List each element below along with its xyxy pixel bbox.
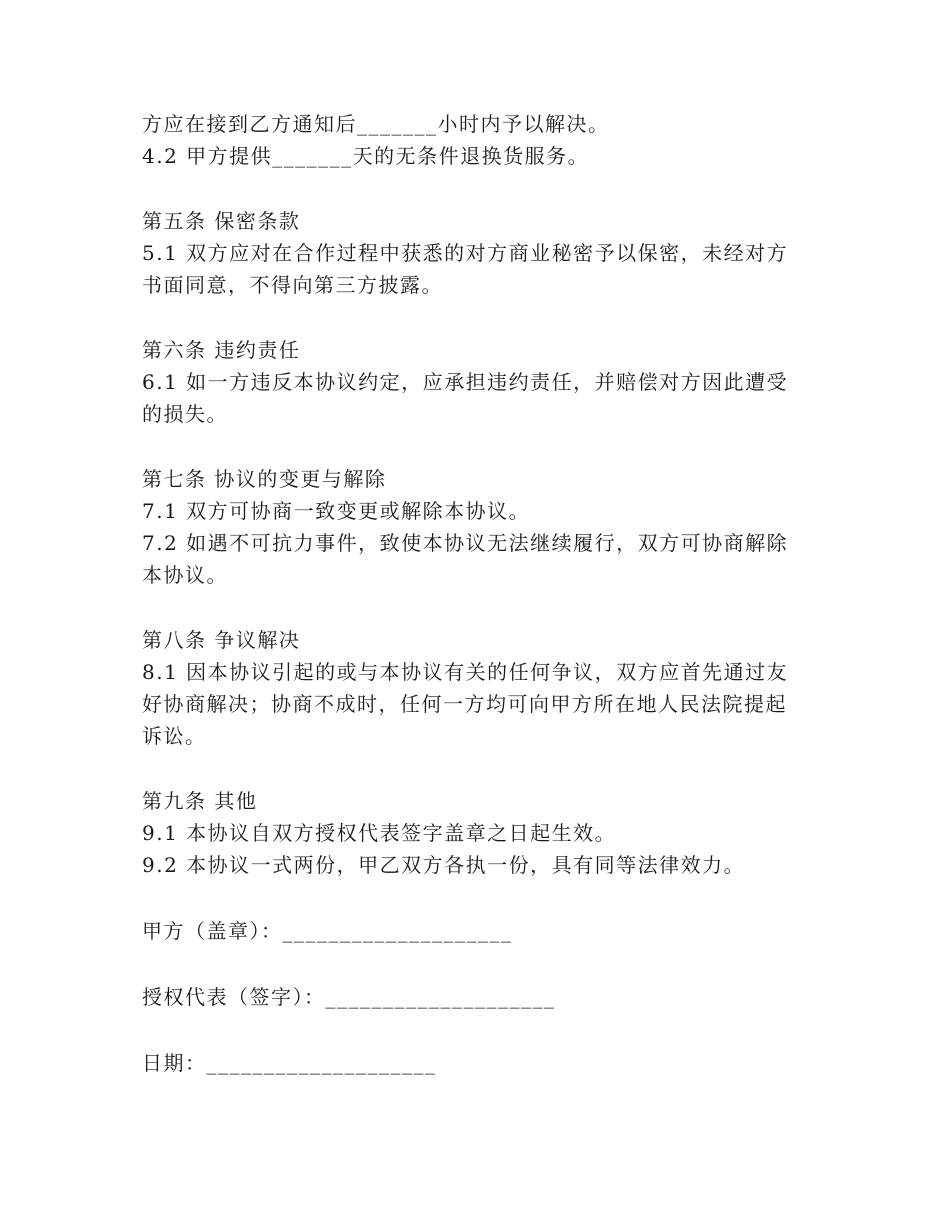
paragraph-line: 诉讼。 (142, 724, 207, 748)
representative-signature-line: 授权代表（签字）：____________________ (142, 985, 556, 1009)
paragraph-line: 的损失。 (142, 402, 228, 426)
paragraph-line: 书面同意，不得向第三方披露。 (142, 273, 443, 297)
section-heading: 第九条 其他 (142, 789, 258, 813)
section-article-9 (142, 785, 802, 881)
paragraph-line: 6.1 如一方违反本协议约定，应承担违约责任，并赔偿对方因此遭受 (142, 370, 789, 394)
section-article-8 (142, 624, 802, 752)
paragraph-line: 8.1 因本协议引起的或与本协议有关的任何争议，双方应首先通过友 (142, 660, 789, 684)
section-heading: 第六条 违约责任 (142, 338, 301, 362)
section-article-4-continued (142, 108, 802, 172)
section-article-5 (142, 205, 802, 301)
paragraph-line: 好协商解决；协商不成时，任何一方均可向甲方所在地人民法院提起 (142, 692, 787, 716)
document-page (142, 108, 802, 1079)
paragraph-line: 4.2 甲方提供_______天的无条件退换货服务。 (142, 144, 590, 168)
section-heading: 第五条 保密条款 (142, 209, 301, 233)
section-heading: 第七条 协议的变更与解除 (142, 467, 387, 491)
paragraph-line: 7.2 如遇不可抗力事件，致使本协议无法继续履行，双方可协商解除 (142, 531, 789, 555)
section-article-6 (142, 334, 802, 430)
party-a-seal-line: 甲方（盖章）：____________________ (142, 919, 513, 943)
paragraph-line: 5.1 双方应对在合作过程中获悉的对方商业秘密予以保密，未经对方 (142, 241, 789, 265)
date-line: 日期：____________________ (142, 1051, 437, 1075)
signature-block (142, 915, 802, 1079)
paragraph-line: 方应在接到乙方通知后_______小时内予以解决。 (142, 112, 610, 136)
paragraph-line: 本协议。 (142, 563, 228, 587)
paragraph-line: 9.1 本协议自双方授权代表签字盖章之日起生效。 (142, 821, 617, 845)
paragraph-line: 9.2 本协议一式两份，甲乙双方各执一份，具有同等法律效力。 (142, 853, 746, 877)
paragraph-line: 7.1 双方可协商一致变更或解除本协议。 (142, 499, 531, 523)
section-heading: 第八条 争议解决 (142, 628, 301, 652)
section-article-7 (142, 463, 802, 591)
